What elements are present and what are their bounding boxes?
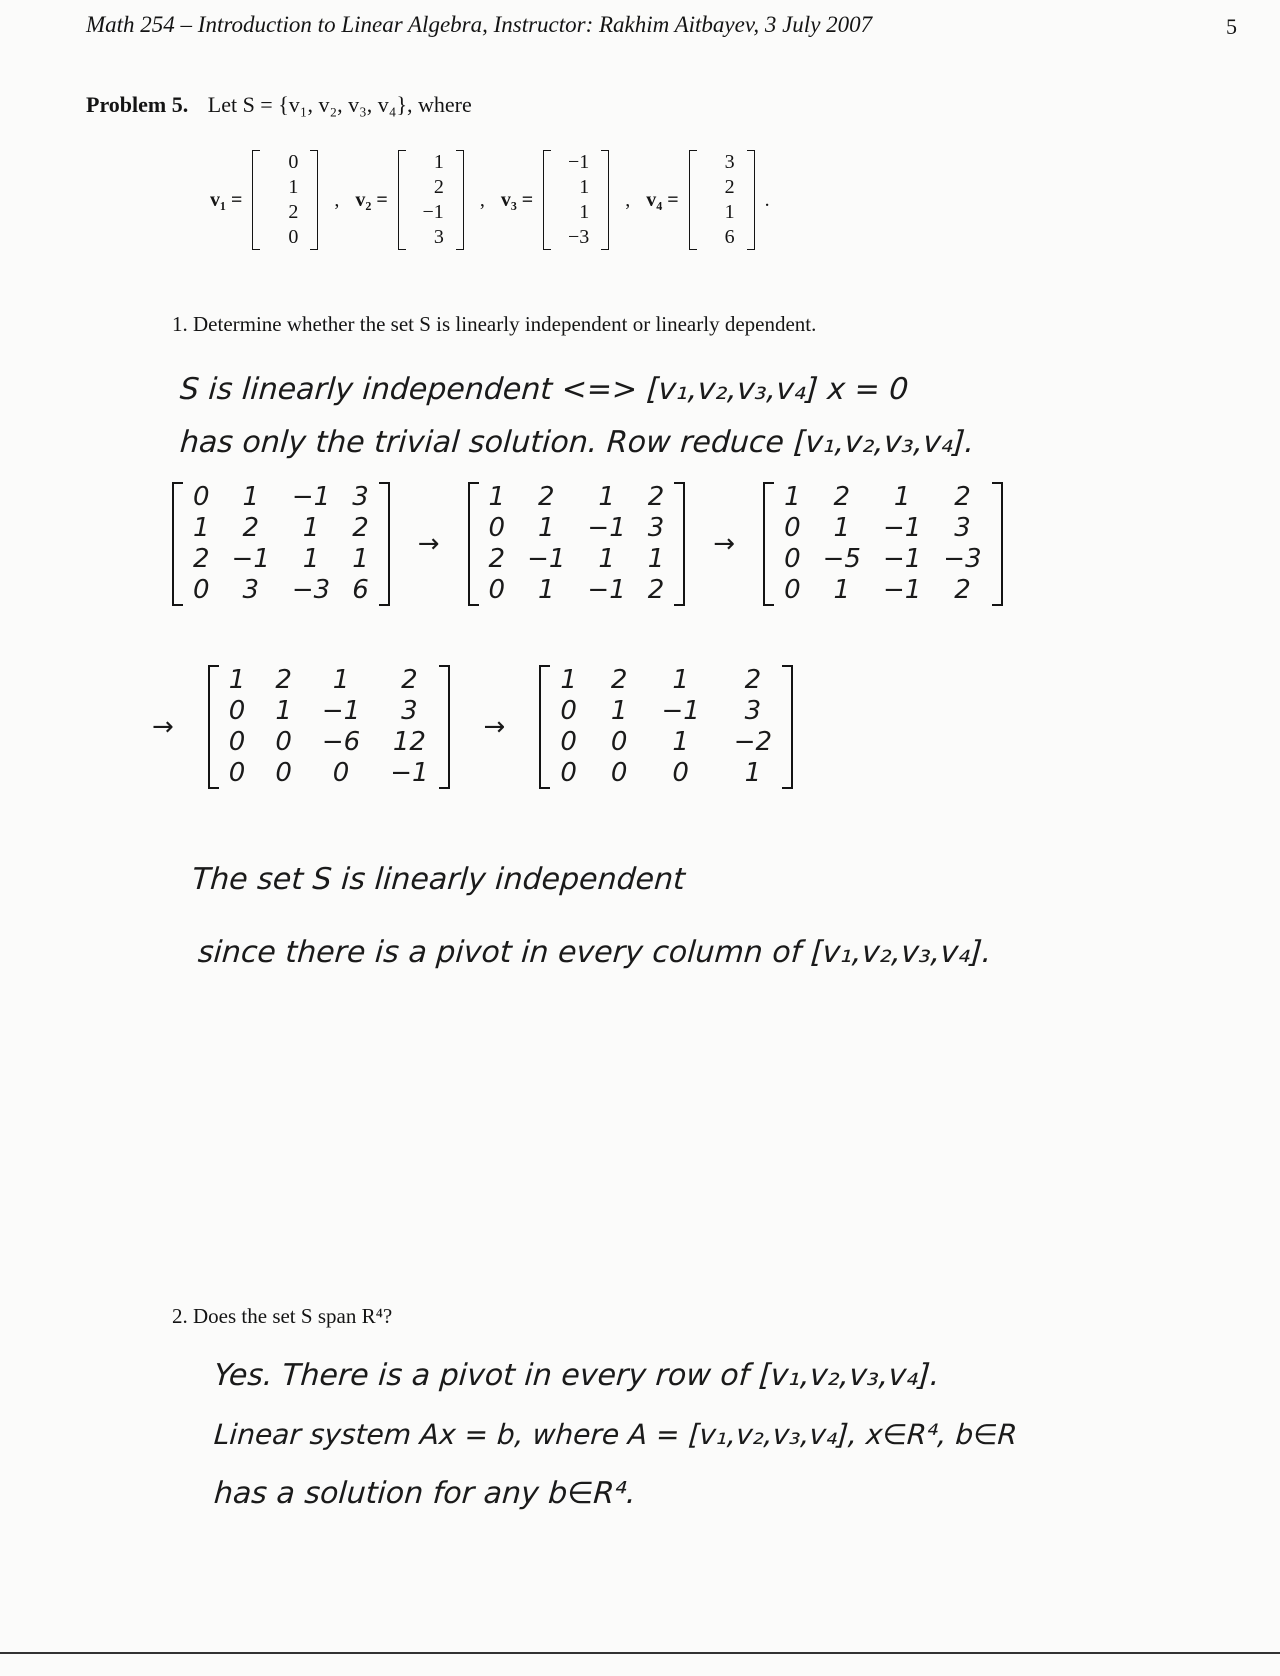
problem-intro: Let S = {v₁, v₂, v₃, v₄}, where — [207, 92, 472, 117]
problem-statement — [86, 92, 472, 118]
matrix-cell: 2 — [193, 544, 210, 574]
matrix-cell: 2 — [647, 482, 665, 512]
matrix-cell: −1 — [321, 696, 361, 726]
matrix-cell: 1 — [228, 665, 246, 695]
matrix-cell: 0 — [784, 513, 801, 543]
matrix-cell: 0 — [560, 696, 577, 726]
answer2-line2: Linear system Ax = b, where A = [v₁,v₂,v₃,v₄], x∈R⁴, b∈R — [212, 1418, 1019, 1451]
v3-entry: 1 — [579, 201, 590, 223]
v2-entry: −1 — [422, 201, 444, 223]
matrix-cell: 0 — [332, 758, 350, 788]
row-reduction-1 — [172, 482, 1003, 606]
matrix-cell: 2 — [610, 665, 628, 695]
v4-entry: 6 — [724, 226, 735, 248]
matrix-cell: 2 — [833, 482, 851, 512]
matrix-cell: 3 — [242, 575, 259, 605]
matrix-cell: 1 — [893, 482, 911, 512]
v4-vector — [689, 150, 755, 250]
reduction-arrow: → — [417, 529, 440, 559]
v1-entry: 2 — [288, 201, 299, 223]
answer2-line3: has a solution for any b∈R⁴. — [212, 1476, 638, 1511]
matrix-cell: 0 — [275, 727, 292, 757]
v4-entry: 3 — [724, 151, 735, 173]
matrix-cell: 12 — [392, 727, 426, 757]
v4-name: v₄ = — [646, 188, 679, 211]
v4-entry: 2 — [724, 176, 735, 198]
matrix-cell: 1 — [302, 513, 320, 543]
answer1-line1: S is linearly independent <=> [v₁,v₂,v₃,v₄] x = 0 — [178, 372, 910, 407]
matrix-cell: −3 — [943, 544, 982, 574]
matrix-cell: 0 — [488, 575, 506, 605]
v2-entry: 2 — [433, 176, 444, 198]
matrix-cell: 1 — [560, 665, 577, 695]
matrix-cell: 3 — [744, 696, 762, 726]
matrix-cell: −1 — [291, 482, 331, 512]
matrix-cell: 0 — [784, 544, 801, 574]
v2-name: v₂ = — [355, 188, 388, 211]
matrix-cell: 3 — [954, 513, 971, 543]
matrix-cell: 0 — [228, 758, 246, 788]
v3-vector — [543, 150, 609, 250]
matrix-cell: 1 — [242, 482, 259, 512]
matrix-cell: 1 — [784, 482, 801, 512]
matrix-cell: 2 — [275, 665, 292, 695]
matrix-cell: −1 — [390, 758, 429, 788]
matrix-cell: 0 — [560, 758, 577, 788]
conclusion-line2: since there is a pivot in every column of [v₁,v₂,v₃,v₄]. — [196, 935, 993, 970]
matrix-cell: −1 — [882, 544, 922, 574]
matrix-cell: −1 — [587, 513, 626, 543]
vector-definitions: v₁ = 0 1 2 0 , v₂ = 1 2 −1 3 , v₃ = −1 1 1 −3 , v₄ = 3 2 1 6 . — [210, 151, 770, 248]
v2-entry: 3 — [433, 226, 444, 248]
matrix-cell: 1 — [598, 482, 615, 512]
answer2-line1: Yes. There is a pivot in every row of [v₁,v₂,v₃,v₄]. — [212, 1358, 941, 1393]
matrix-cell: 0 — [228, 727, 246, 757]
conclusion-line1: The set S is linearly independent — [190, 862, 687, 897]
matrix-cell: 0 — [672, 758, 689, 788]
problem-label: Problem 5. — [86, 92, 189, 117]
matrix-cell: 0 — [193, 482, 210, 512]
matrix-cell: −2 — [733, 727, 773, 757]
reduction-arrow: → — [483, 712, 506, 742]
v3-entry: −1 — [567, 151, 590, 173]
matrix-cell: 2 — [954, 482, 971, 512]
matrix-cell: 3 — [401, 696, 418, 726]
v3-name: v₃ = — [500, 188, 534, 211]
matrix-cell: 1 — [332, 665, 350, 695]
v3-entry: 1 — [579, 176, 590, 198]
matrix-cell: 3 — [647, 513, 665, 543]
v2-vector — [398, 150, 464, 250]
matrix-cell: 6 — [352, 575, 369, 605]
page-number: 5 — [1226, 14, 1237, 39]
reduction-arrow: → — [713, 529, 736, 559]
matrix-cell: 3 — [352, 482, 369, 512]
matrix-cell: 1 — [744, 758, 762, 788]
matrix-cell: 0 — [193, 575, 210, 605]
matrix-cell: 0 — [560, 727, 577, 757]
matrix-cell: 2 — [954, 575, 971, 605]
matrix-cell: 1 — [647, 544, 665, 574]
matrix-cell: 0 — [610, 758, 628, 788]
v3-entry: −3 — [567, 226, 590, 248]
matrix-cell: 2 — [488, 544, 506, 574]
matrix-cell: 0 — [610, 727, 628, 757]
augmented-matrix — [172, 482, 390, 606]
v1-name: v₁ = — [210, 188, 243, 211]
v1-entry: 1 — [288, 176, 299, 198]
reduced-matrix — [763, 482, 1003, 606]
matrix-cell: 2 — [401, 665, 418, 695]
matrix-cell: 0 — [275, 758, 292, 788]
matrix-cell: 1 — [672, 727, 689, 757]
matrix-cell: −1 — [527, 544, 566, 574]
matrix-cell: 1 — [672, 665, 689, 695]
matrix-cell: −1 — [882, 575, 922, 605]
matrix-cell: 1 — [598, 544, 615, 574]
v2-entry: 1 — [433, 151, 444, 173]
matrix-cell: 1 — [833, 575, 851, 605]
matrix-cell: 2 — [647, 575, 665, 605]
matrix-cell: 0 — [228, 696, 246, 726]
reduced-matrix — [208, 665, 450, 789]
scan-edge-line — [0, 1652, 1280, 1654]
matrix-cell: 1 — [193, 513, 210, 543]
matrix-cell: 1 — [302, 544, 320, 574]
v1-vector — [252, 150, 318, 250]
matrix-cell: 0 — [488, 513, 506, 543]
page-header: Math 254 – Introduction to Linear Algebra, Instructor: Rakhim Aitbayev, 3 July 2007 — [86, 12, 873, 37]
matrix-cell: 1 — [488, 482, 506, 512]
reduced-matrix — [468, 482, 686, 606]
v4-entry: 1 — [724, 201, 735, 223]
matrix-cell: 1 — [833, 513, 851, 543]
matrix-cell: −5 — [822, 544, 861, 574]
matrix-cell: −1 — [587, 575, 626, 605]
question-2: 2. Does the set S span R⁴? — [172, 1304, 393, 1328]
matrix-cell: 1 — [352, 544, 369, 574]
matrix-cell: 1 — [610, 696, 628, 726]
matrix-cell: −1 — [231, 544, 270, 574]
matrix-cell: −1 — [882, 513, 922, 543]
matrix-cell: 1 — [275, 696, 292, 726]
answer1-line2: has only the trivial solution. Row reduce [v₁,v₂,v₃,v₄]. — [178, 425, 976, 460]
matrix-cell: 2 — [744, 665, 762, 695]
matrix-cell: 1 — [537, 575, 555, 605]
matrix-cell: 2 — [242, 513, 259, 543]
matrix-cell: 1 — [537, 513, 555, 543]
matrix-cell: −1 — [661, 696, 700, 726]
row-reduction-2 — [152, 665, 793, 789]
matrix-cell: −3 — [291, 575, 331, 605]
matrix-cell: 2 — [352, 513, 369, 543]
reduction-arrow: → — [152, 712, 174, 742]
matrix-cell: 0 — [784, 575, 801, 605]
v1-entry: 0 — [288, 151, 299, 173]
question-1: 1. Determine whether the set S is linearly independent or linearly dependent. — [172, 312, 817, 336]
matrix-cell: 2 — [537, 482, 555, 512]
matrix-cell: −6 — [321, 727, 361, 757]
echelon-matrix — [539, 665, 793, 789]
v1-entry: 0 — [288, 226, 299, 248]
